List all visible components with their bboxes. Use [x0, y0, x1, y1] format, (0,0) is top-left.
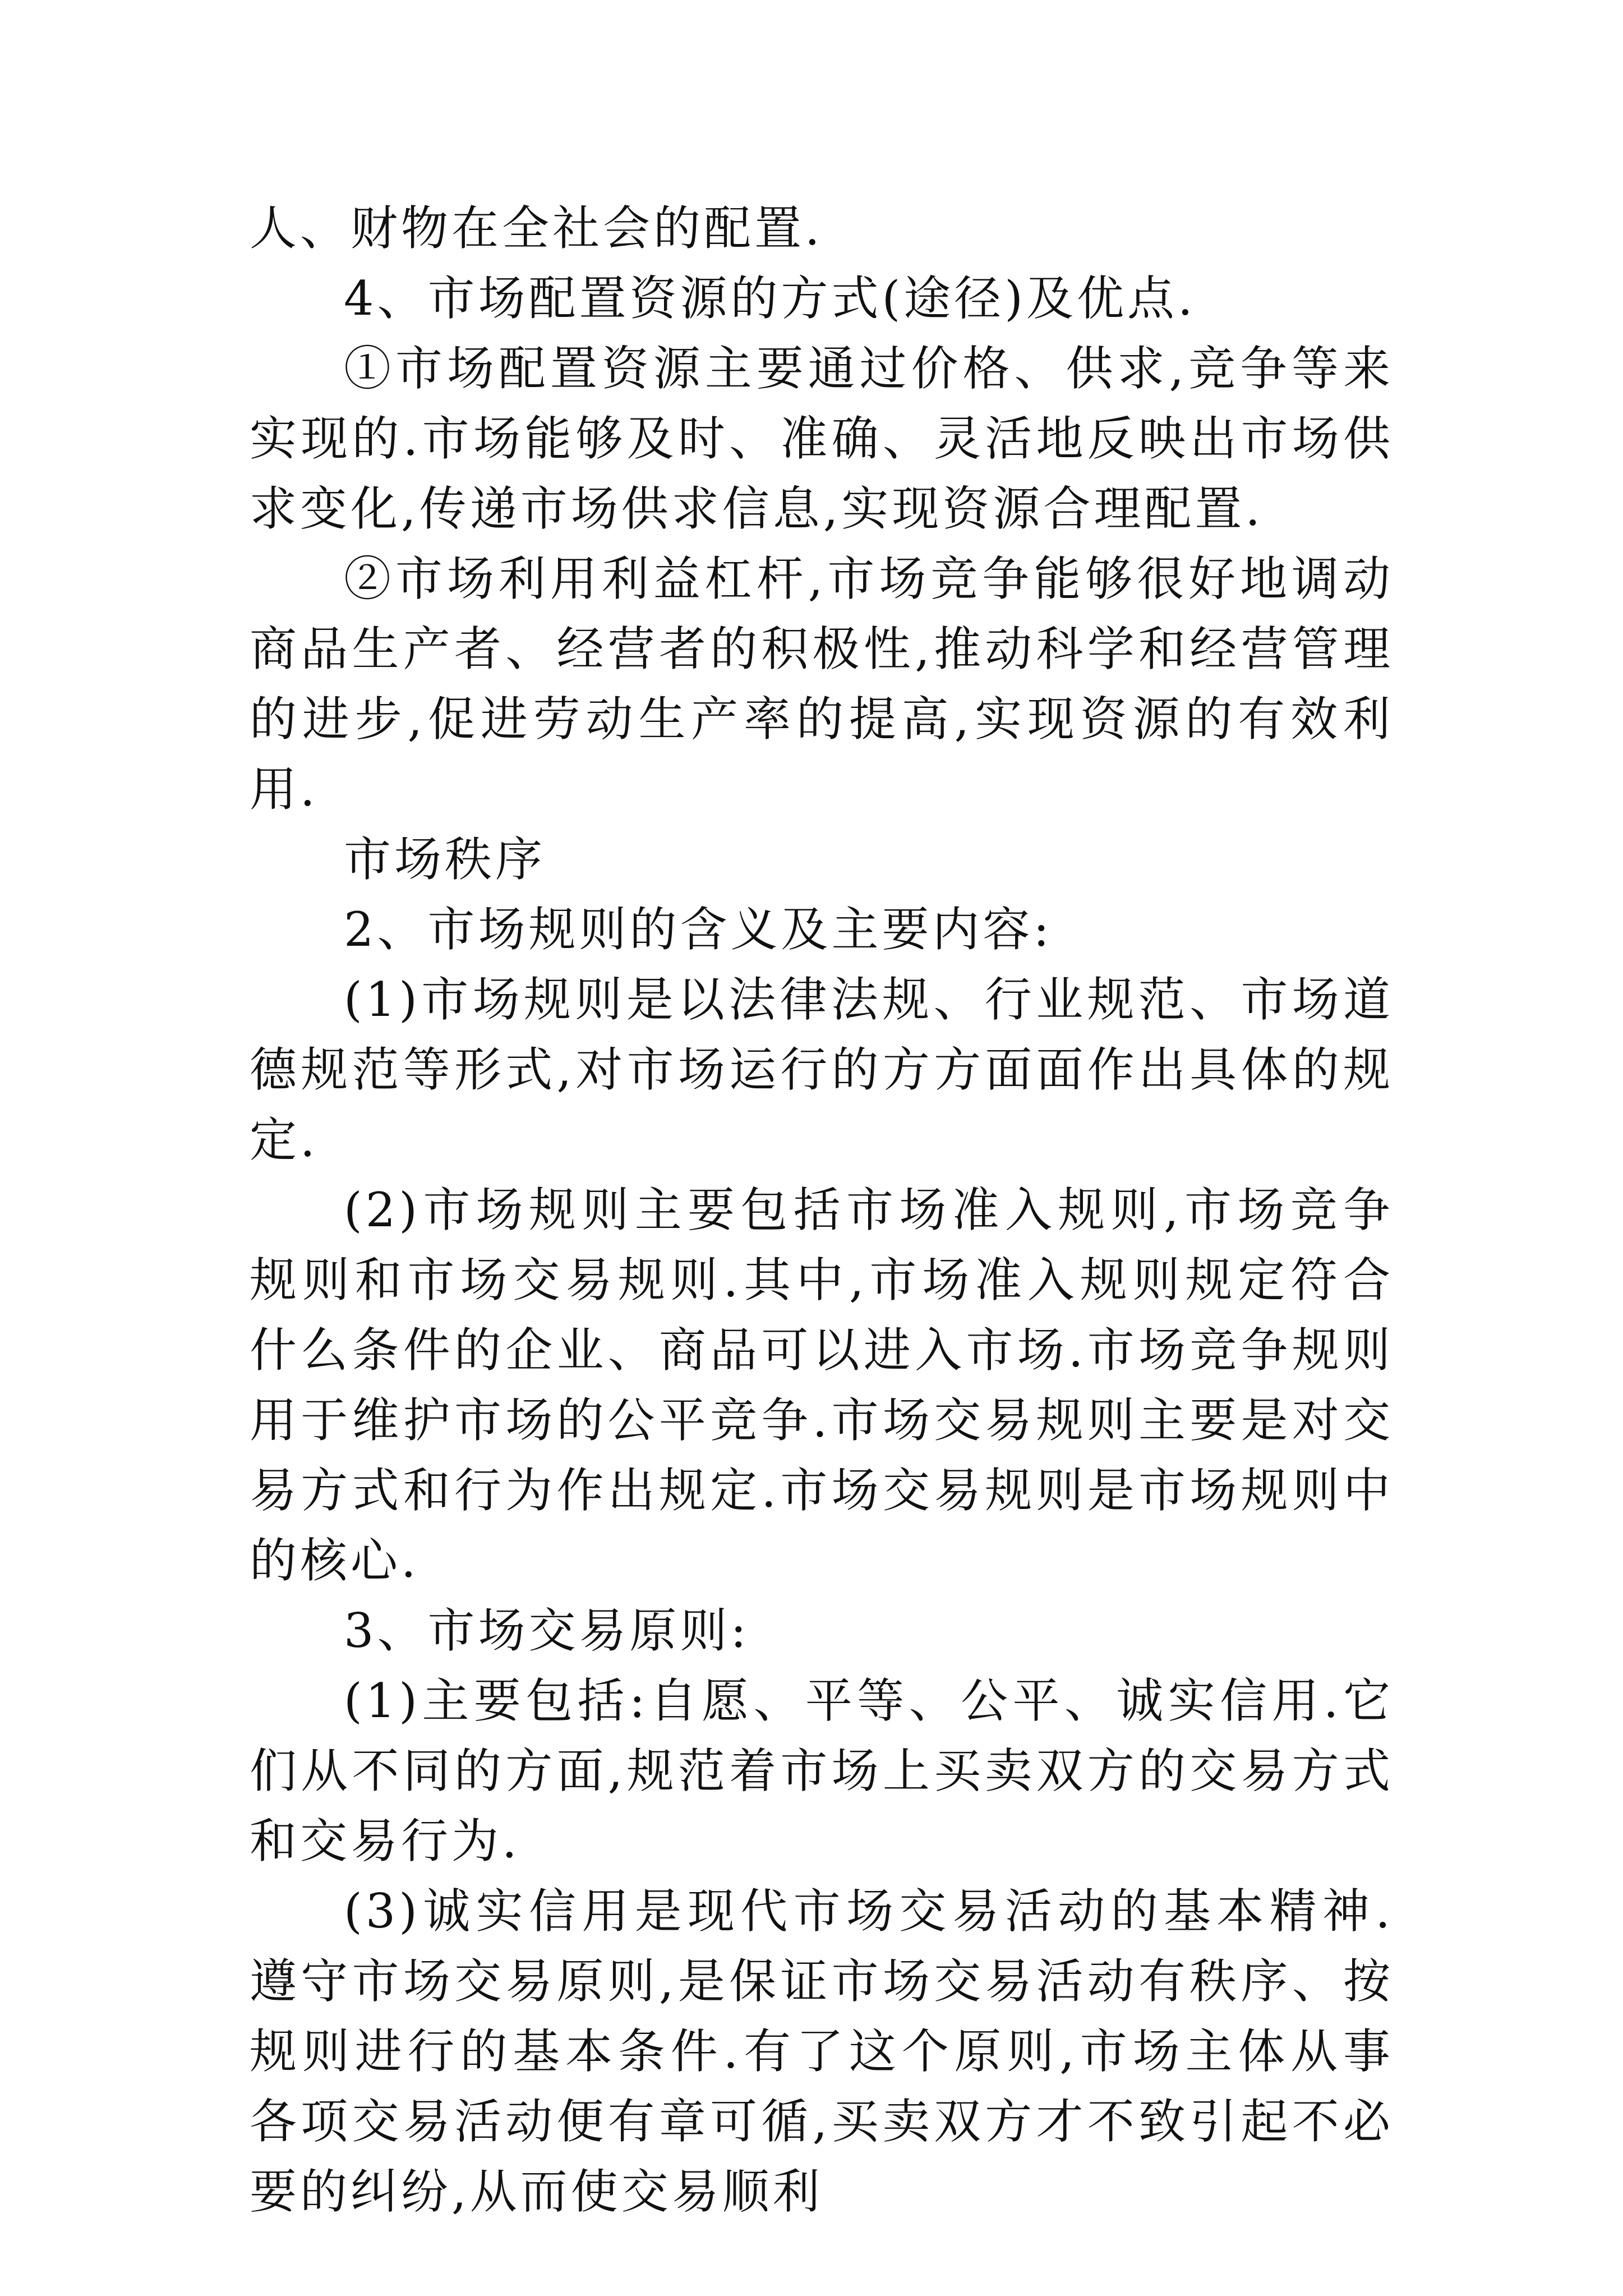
paragraph-point-2: ②市场利用利益杠杆,市场竞争能够很好地调动商品生产者、经营者的积极性,推动科学和经营管理的进步,促进劳动生产率的提高,实现资源的有效利用.: [250, 551, 1394, 817]
section-title-market-order: 市场秩序: [344, 832, 546, 887]
paragraph-rules-definition: (1)市场规则是以法律法规、行业规范、市场道德规范等形式,对市场运行的方方面面作出具体的规定.: [250, 972, 1394, 1167]
heading-trading-principles: 3、市场交易原则:: [344, 1603, 750, 1658]
paragraph-honesty-credit: (3)诚实信用是现代市场交易活动的基本精神.遵守市场交易原则,是保证市场交易活动有秩序、按规则进行的基本条件.有了这个原则,市场主体从事各项交易活动便有章可循,买卖双方才不致引起不必要的纠纷,从而使交易顺利: [250, 1884, 1394, 2219]
paragraph-continuation: 人、财物在全社会的配置.: [250, 201, 823, 256]
paragraph-rules-content: (2)市场规则主要包括市场准入规则,市场竞争规则和市场交易规则.其中,市场准入规则规定符合什么条件的企业、商品可以进入市场.市场竞争规则用于维护市场的公平竞争.市场交易规则主要是对交易方式和行为作出规定.市场交易规则是市场规则中的核心.: [250, 1182, 1394, 1588]
paragraph-point-1: ①市场配置资源主要通过价格、供求,竞争等来实现的.市场能够及时、准确、灵活地反映出市场供求变化,传递市场供求信息,实现资源合理配置.: [250, 341, 1394, 536]
heading-market-allocation-methods: 4、市场配置资源的方式(途径)及优点.: [344, 271, 1196, 326]
heading-market-rules: 2、市场规则的含义及主要内容:: [344, 902, 1053, 957]
paragraph-principles-list: (1)主要包括:自愿、平等、公平、诚实信用.它们从不同的方面,规范着市场上买卖双方的交易方式和交易行为.: [250, 1673, 1394, 1869]
document-body: [250, 194, 1394, 2227]
